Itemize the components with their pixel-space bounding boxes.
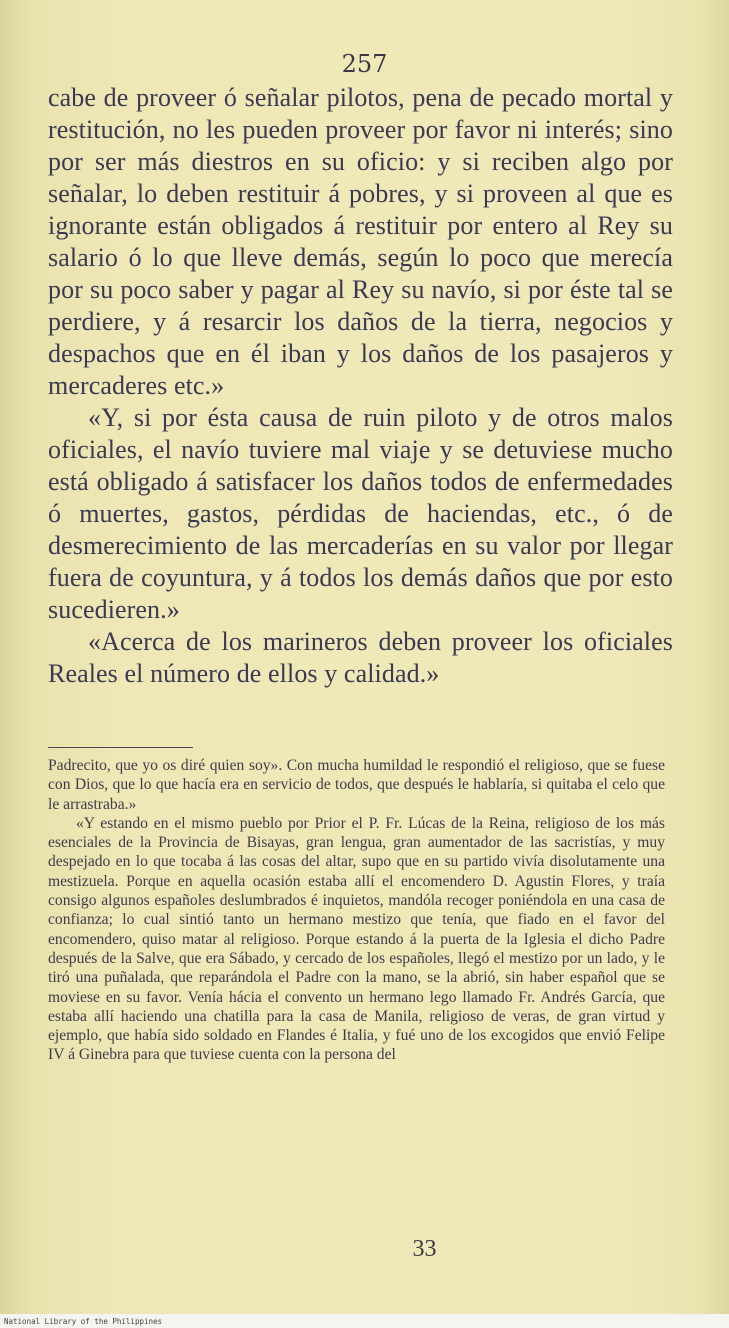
main-paragraph-1: cabe de proveer ó señalar pilotos, pena de pecado mortal y restitución, no les pueden proveer por favor ni interés; sino por ser más diestros en su oficio: y si reciben algo por señalar, lo deben restituir á pobres, y si proveen al que es ignorante están obligados á restituir por entero al Rey su salario ó lo que lleve demás, según lo poco que merecía por su poco saber y pagar al Rey su navío, si por éste tal se perdiere, y á resarcir los daños de la tierra, negocios y despachos que en él iban y los daños de los pasajeros y mercaderes etc.» (48, 83, 673, 400)
main-paragraph-3: «Acerca de los marineros deben proveer los oficiales Reales el número de ellos y calidad.» (48, 627, 673, 688)
footnote-paragraph-1: Padrecito, que yo os diré quien soy». Con mucha humildad le respondió el religioso, que se fuese con Dios, que lo que hacía era en servicio de todos, que después le hablaría, si quitaba el celo que le arrastraba.» (48, 757, 665, 813)
page-number: 257 (341, 50, 388, 78)
footer-credit: National Library of the Philippines (4, 1317, 163, 1326)
footnote-paragraph-2: «Y estando en el mismo pueblo por Prior el P. Fr. Lúcas de la Reina, religioso de los más esenciales de la Provincia de Bisayas, gran lengua, gran aumentador de las sacristías, y muy despejado en lo que tocaba á las cosas del altar, supo que en su partido vivía disolutamente una mestizuela. Porque en aquella ocasión estaba allí el encomendero D. Agustin Flores, y traía consigo algunos españoles deslumbrados é inquietos, mandóla recoger poniéndola en una casa de confianza; lo cual sintió tanto un hermano mestizo que tenía, que fiado en el favor del encomendero, quiso matar al religioso. Porque estando á la puerta de la Iglesia el dicho Padre después de la Salve, que era Sábado, y cercado de los españoles, llegó el mestizo por un lado, y le tiró una puñalada, que reparándola el Padre con la mano, se la abrió, sin haber español que se moviese en su favor. Venía hácia el convento un hermano lego llamado Fr. Andrés García, que estaba allí haciendo una chatilla para la casa de Manila, religioso de veras, de gran virtud y ejemplo, que había sido soldado en Flandes é Italia, y fué uno de los excogidos que envió Felipe IV á Ginebra para que tuviese cuenta con la persona del (48, 814, 665, 1064)
main-paragraph-2: «Y, si por ésta causa de ruin piloto y de otros malos oficiales, el navío tuviere mal viaje y se detuviese mucho está obligado á satisfacer los daños todos de enfermedades ó muertes, gastos, pérdidas de haciendas, etc., ó de desmerecimiento de las mercaderías en su valor por llegar fuera de coyuntura, y á todos los demás daños que por esto sucedieren.» (48, 403, 673, 624)
main-body-text (48, 82, 673, 690)
signature-mark: 33 (412, 1236, 437, 1262)
footnote-text (48, 756, 665, 1065)
footnote-separator-rule (48, 747, 193, 748)
